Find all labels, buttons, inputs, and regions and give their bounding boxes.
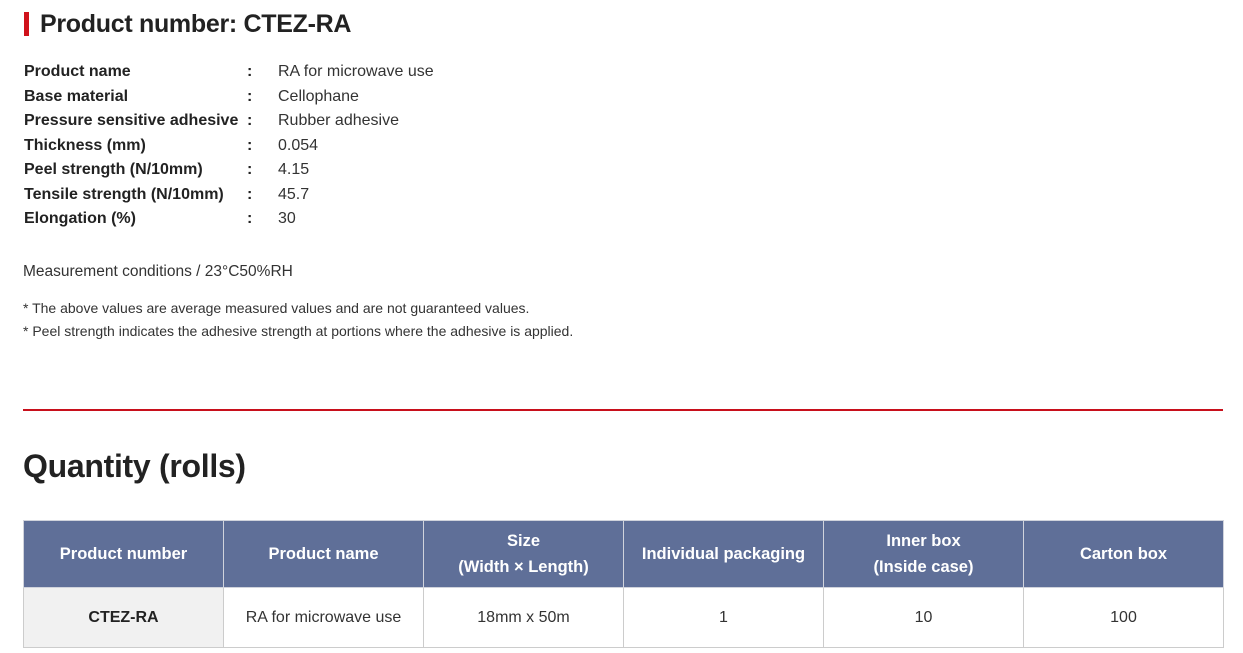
notes bbox=[23, 297, 573, 342]
header-product-name: Product name bbox=[224, 521, 424, 588]
spec-colon: : bbox=[247, 63, 253, 81]
spec-row bbox=[24, 60, 434, 85]
note: * Peel strength indicates the adhesive strength at portions where the adhesive is applied. bbox=[23, 322, 574, 339]
spec-list bbox=[24, 60, 434, 232]
spec-value: Cellophane bbox=[278, 87, 359, 105]
cell-individual-packaging: 1 bbox=[624, 588, 824, 648]
cell-inner-box: 10 bbox=[824, 588, 1024, 648]
table-row bbox=[24, 588, 1224, 648]
cell-product-name: RA for microwave use bbox=[224, 588, 424, 648]
spec-colon: : bbox=[247, 112, 253, 130]
spec-label: Base material bbox=[24, 87, 129, 105]
spec-label: Pressure sensitive adhesive bbox=[24, 112, 239, 130]
cell-product-number: CTEZ-RA bbox=[24, 588, 224, 648]
page-title-text: Product number: CTEZ-RA bbox=[40, 9, 352, 38]
spec-colon: : bbox=[247, 210, 253, 228]
spec-row bbox=[24, 134, 434, 159]
spec-value: 0.054 bbox=[278, 136, 319, 154]
header-size: Size (Width × Length) bbox=[424, 521, 624, 588]
spec-label: Product name bbox=[24, 63, 131, 81]
title-accent-bar bbox=[24, 12, 29, 36]
spec-label: Peel strength (N/10mm) bbox=[24, 161, 203, 179]
spec-row bbox=[24, 207, 434, 232]
quantity-title: Quantity (rolls) bbox=[23, 448, 246, 484]
header-individual-packaging: Individual packaging bbox=[624, 521, 824, 588]
spec-row bbox=[24, 183, 434, 208]
spec-colon: : bbox=[247, 136, 253, 154]
spec-value: 30 bbox=[278, 210, 296, 228]
header-inner-box: Inner box (Inside case) bbox=[824, 521, 1024, 588]
spec-row bbox=[24, 109, 434, 134]
spec-value: 4.15 bbox=[278, 161, 310, 179]
spec-row bbox=[24, 85, 434, 110]
page-title bbox=[24, 9, 351, 39]
spec-label: Elongation (%) bbox=[24, 210, 136, 228]
spec-value: RA for microwave use bbox=[278, 63, 434, 81]
cell-size: 18mm x 50m bbox=[424, 588, 624, 648]
quantity-table bbox=[23, 520, 1224, 648]
header-carton-box: Carton box bbox=[1024, 521, 1224, 588]
spec-colon: : bbox=[247, 185, 253, 203]
note: * The above values are average measured values and are not guaranteed values. bbox=[23, 300, 530, 316]
spec-value: 45.7 bbox=[278, 185, 310, 203]
cell-carton-box: 100 bbox=[1024, 588, 1224, 648]
header-product-number: Product number bbox=[24, 521, 224, 588]
table-header-row bbox=[24, 521, 1224, 588]
spec-row bbox=[24, 158, 434, 183]
spec-colon: : bbox=[247, 161, 253, 179]
spec-label: Thickness (mm) bbox=[24, 136, 146, 154]
spec-value: Rubber adhesive bbox=[278, 112, 399, 130]
spec-label: Tensile strength (N/10mm) bbox=[24, 185, 224, 203]
spec-colon: : bbox=[247, 87, 253, 105]
measurement-conditions: Measurement conditions / 23°C50%RH bbox=[23, 263, 293, 280]
section-divider bbox=[23, 409, 1223, 411]
